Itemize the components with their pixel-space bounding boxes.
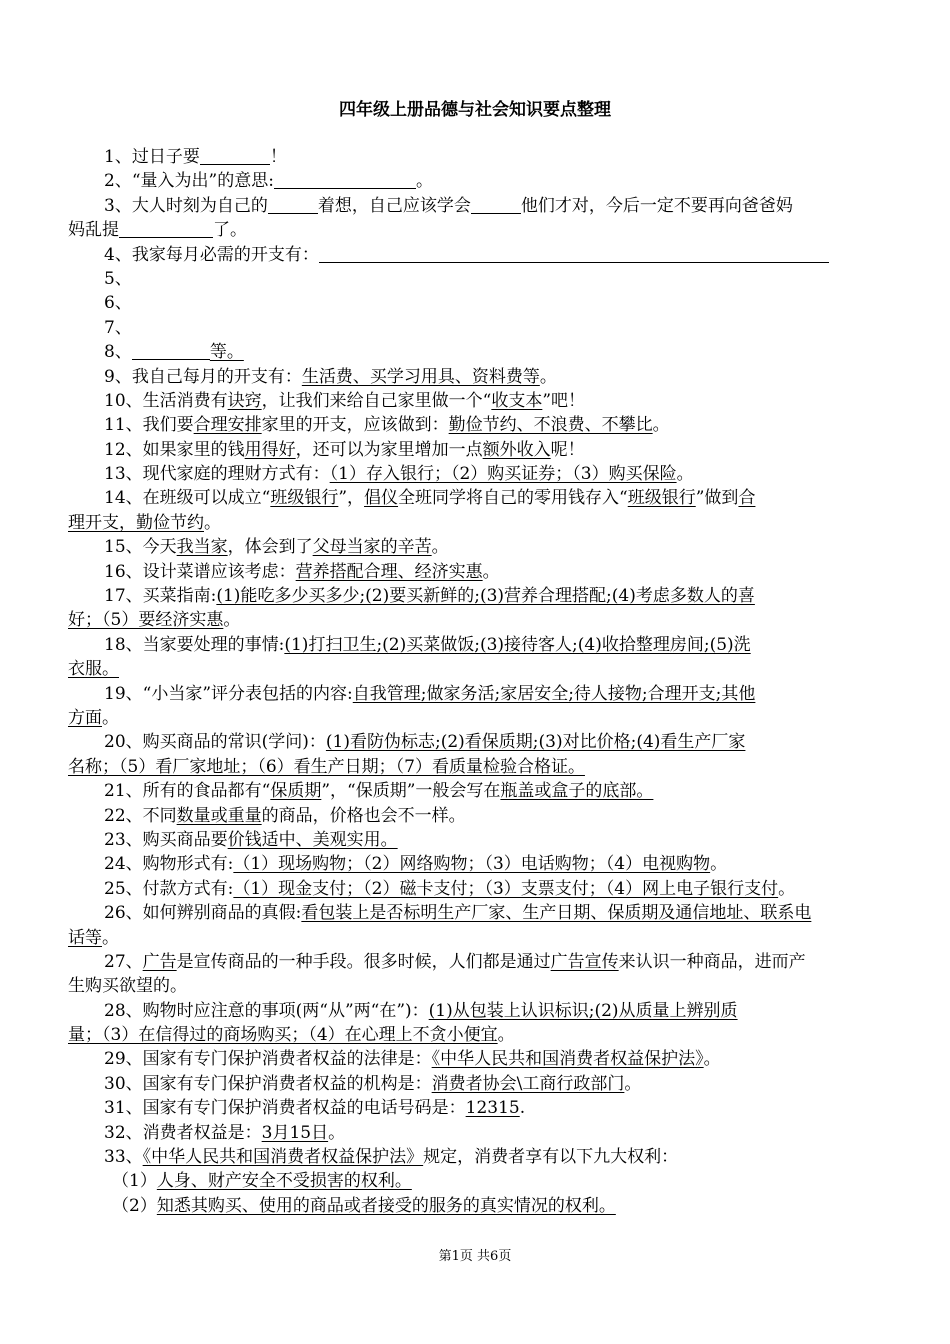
page-number: 第1页 共6页 <box>438 1249 512 1264</box>
fill-blank <box>274 170 416 189</box>
item-12: 12、如果家里的钱用得好，还可以为家里增加一点额外收入呢！ <box>104 439 585 460</box>
item-10: 10、生活消费有诀窍，让我们来给自己家里做一个“收支本”吧！ <box>104 390 586 411</box>
item-18: 18、当家要处理的事情:(1)打扫卫生;(2)买菜做饭;(3)接待客人;(4)收拾整理房间;(5)洗 <box>104 634 751 655</box>
item-25: 25、付款方式有:（1）现金支付；（2）磁卡支付；（3）支票支付；（4）网上电子银行支付。 <box>104 878 796 899</box>
document-body <box>68 145 884 1218</box>
item-14: 14、在班级可以成立“班级银行”，倡仪全班同学将自己的零用钱存入“班级银行”做到合 <box>104 488 756 509</box>
right-item-1: （1）人身、财产安全不受损害的权利。 <box>112 1171 412 1192</box>
item-20-cont: 名称；（5）看厂家地址；（6）看生产日期；（7）看质量检验合格证。 <box>68 756 585 777</box>
item-1: 1、过日子要 ！ <box>104 147 287 167</box>
item-24: 24、购物形式有:（1）现场购物；（2）网络购物；（3）电话购物；（4）电视购物。 <box>104 854 728 875</box>
item-11: 11、我们要合理安排家里的开支，应该做到：勤俭节约、不浪费、不攀比。 <box>104 415 670 436</box>
item-19: 19、“小当家”评分表包括的内容:自我管理;做家务活;家居安全;待人接物;合理开支;其他 <box>104 683 756 704</box>
item-9: 9、我自己每月的开支有：生活费、买学习用具、资料费等。 <box>104 366 557 387</box>
item-21: 21、所有的食品都有“保质期”，“保质期”一般会写在瓶盖或盒子的底部。 <box>104 781 654 802</box>
item-14-cont: 理开支，勤俭节约。 <box>68 512 221 533</box>
item-31: 31、国家有专门保护消费者权益的电话号码是：12315. <box>104 1098 526 1119</box>
item-20: 20、购买商品的常识(学问)：(1)看防伪标志;(2)看保质期;(3)对比价格;(4)看生产厂家 <box>104 732 746 753</box>
item-27-cont: 生购买欲望的。 <box>68 976 187 997</box>
item-19-cont: 方面。 <box>68 707 119 728</box>
item-23: 23、购买商品要价钱适中、美观实用。 <box>104 829 398 850</box>
item-26-cont: 话等。 <box>68 927 119 948</box>
item-4: 4、我家每月必需的开支有： <box>68 243 884 267</box>
item-5: 5、 <box>104 268 132 289</box>
item-3-cont: 妈乱提 了。 <box>68 220 247 241</box>
item-17: 17、买菜指南:(1)能吃多少买多少;(2)要买新鲜的;(3)营养合理搭配;(4)考虑多数人的喜 <box>104 586 755 607</box>
item-26: 26、如何辨别商品的真假:看包装上是否标明生产厂家、生产日期、保质期及通信地址、联系电 <box>104 903 812 924</box>
item-8: 8、 等。 <box>104 342 244 363</box>
item-22: 22、不同数量或重量的商品，价格也会不一样。 <box>104 805 466 826</box>
item-7: 7、 <box>104 317 132 338</box>
item-13: 13、现代家庭的理财方式有：（1）存入银行；（2）购买证券；（3）购买保险。 <box>104 464 694 485</box>
item-33: 33、《中华人民共和国消费者权益保护法》规定，消费者享有以下九大权利： <box>104 1147 679 1168</box>
item-27: 27、广告是宣传商品的一种手段。很多时候，人们都是通过广告宣传来认识一种商品，进而产 <box>104 951 806 972</box>
item-29: 29、国家有专门保护消费者权益的法律是：《中华人民共和国消费者权益保护法》。 <box>104 1049 721 1070</box>
right-item-2: （2）知悉其购买、使用的商品或者接受的服务的真实情况的权利。 <box>112 1195 616 1216</box>
item-3: 3、大人时刻为自己的 着想，自己应该学会 他们才对，今后一定不要再向爸爸妈 <box>104 195 793 216</box>
item-16: 16、设计菜谱应该考虑：营养搭配合理、经济实惠。 <box>104 561 500 582</box>
item-6: 6、 <box>104 293 132 314</box>
fill-blank <box>471 195 521 214</box>
fill-blank <box>119 219 213 238</box>
item-15: 15、今天我当家，体会到了父母当家的辛苦。 <box>104 537 449 558</box>
item-18-cont: 衣服。 <box>68 659 119 680</box>
fill-blank <box>319 244 829 263</box>
fill-blank <box>268 195 318 214</box>
fill-blank <box>132 341 210 360</box>
item-28-cont: 量；（3）在信得过的商场购买；（4）在心理上不贪小便宜。 <box>68 1025 515 1046</box>
item-32: 32、消费者权益是：3月15日。 <box>104 1122 346 1143</box>
document-title: 四年级上册品德与社会知识要点整理 <box>339 100 611 120</box>
item-17-cont: 好；（5）要经济实惠。 <box>68 610 241 631</box>
fill-blank <box>200 146 270 165</box>
item-2: 2、“量入为出”的意思: 。 <box>104 171 433 192</box>
item-30: 30、国家有专门保护消费者权益的机构是：消费者协会\工商行政部门。 <box>104 1073 642 1094</box>
item-28: 28、购物时应注意的事项(两“从”两“在”)：(1)从包装上认识标识;(2)从质量上辨别质 <box>104 1000 738 1021</box>
